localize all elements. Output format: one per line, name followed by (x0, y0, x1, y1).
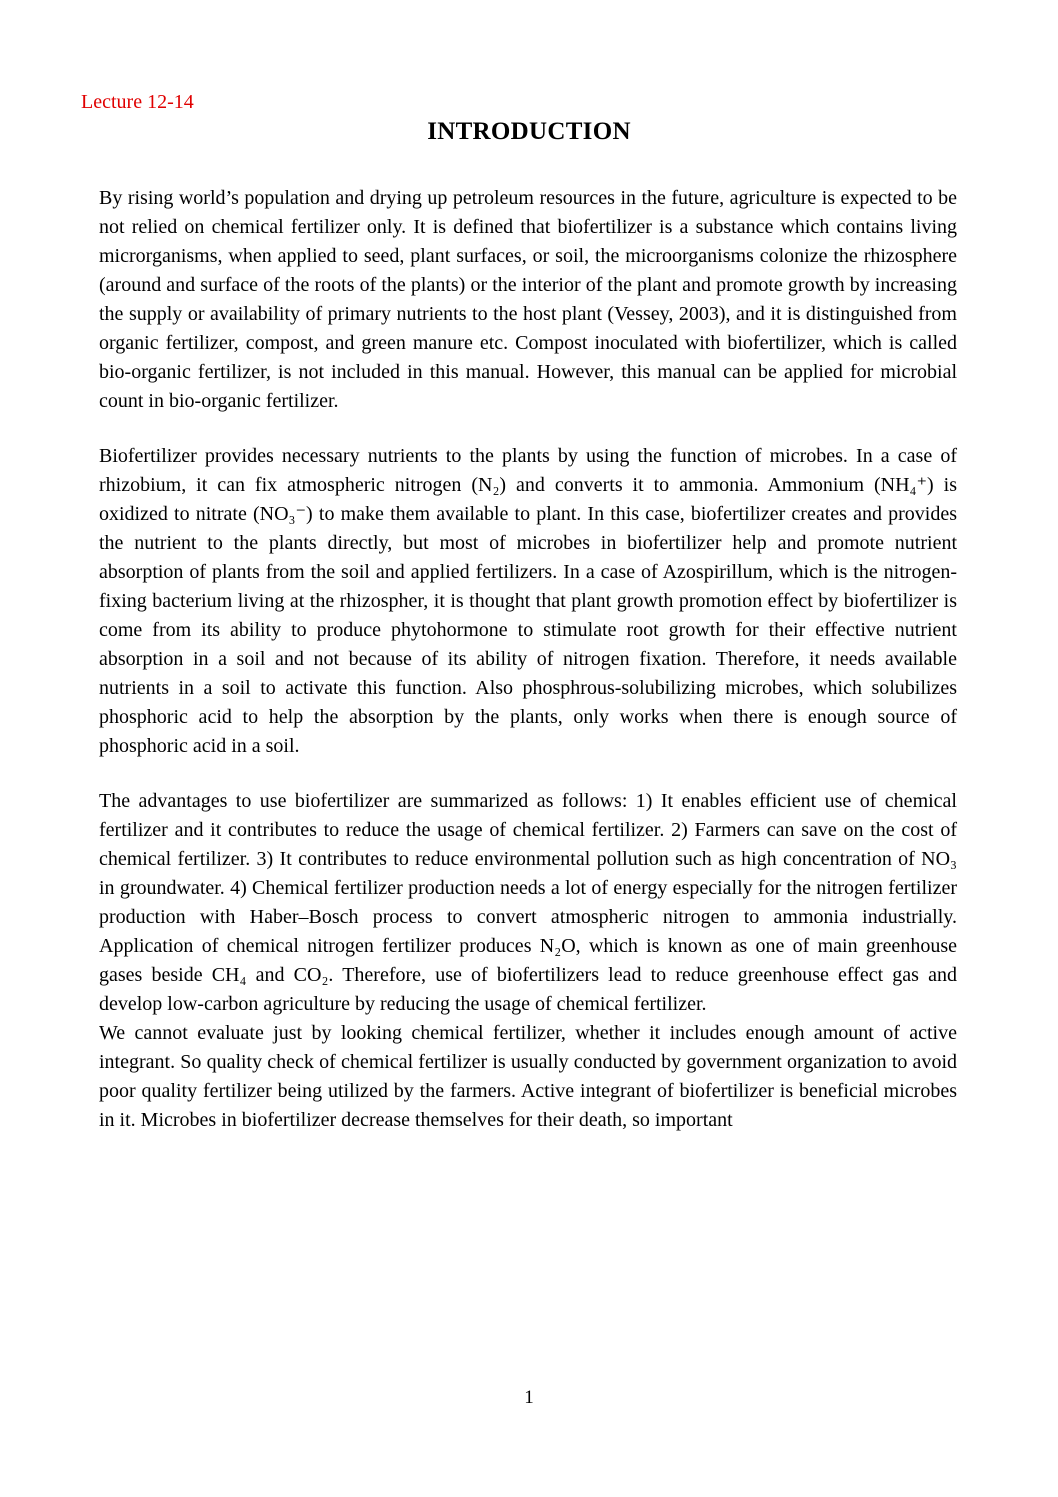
page-number: 1 (524, 1387, 534, 1408)
paragraph-advantages: The advantages to use biofertilizer are summarized as follows: 1) It enables efficient use of chemical fertilizer and it contributes to reduce the usage of chemical fertilizer. 2) Farmers can save on the cost of chemical fertilizer. 3) It contributes to reduce environmental pollution such as high concentration of NO₃ in groundwater. 4) Chemical fertilizer production needs a lot of energy especially for the nitrogen fertilizer production with Haber–Bosch process to convert atmospheric nitrogen to ammonia industrially. Application of chemical nitrogen fertilizer produces N₂O, which is known as one of main greenhouse gases beside CH₄ and CO₂. Therefore, use of biofertilizers lead to reduce greenhouse effect gas and develop low-carbon agriculture by reducing the usage of chemical fertilizer. (99, 790, 957, 1015)
paragraph-quality-check: We cannot evaluate just by looking chemical fertilizer, whether it includes enough amount of active integrant. So quality check of chemical fertilizer is usually conducted by government organization to avoid poor quality fertilizer being utilized by the farmers. Active integrant of biofertilizer is beneficial microbes in it. Microbes in biofertilizer decrease themselves for their death, so important (99, 1022, 957, 1131)
paragraph-intro: By rising world’s population and drying up petroleum resources in the future, agriculture is expected to be not relied on chemical fertilizer only. It is defined that biofertilizer is a substance which contains living microrganisms, when applied to seed, plant surfaces, or soil, the microorganisms colonize the rhizosphere (around and surface of the roots of the plants) or the interior of the plant and promote growth by increasing the supply or availability of primary nutrients to the host plant (Vessey, 2003), and it is distinguished from organic fertilizer, compost, and green manure etc. Compost inoculated with biofertilizer, which is called bio-organic fertilizer, is not included in this manual. However, this manual can be applied for microbial count in bio-organic fertilizer. (99, 187, 957, 412)
document-body (99, 184, 957, 1135)
paragraph-biofertilizer-function: Biofertilizer provides necessary nutrients to the plants by using the function of microbes. In a case of rhizobium, it can fix atmospheric nitrogen (N₂) and converts it to ammonia. Ammonium (NH₄⁺) is oxidized to nitrate (NO₃⁻) to make them available to plant. In this case, biofertilizer creates and provides the nutrient to the plants directly, but most of microbes in biofertilizer help and promote nutrient absorption of plants from the soil and applied fertilizers. In a case of Azospirillum, which is the nitrogen-fixing bacterium living at the rhizospher, it is thought that plant growth promotion effect by biofertilizer is come from its ability to produce phytohormone to stimulate root growth for their effective nutrient absorption in a soil and not because of its ability of nitrogen fixation. Therefore, it needs available nutrients in a soil to activate this function. Also phosphrous-solubilizing microbes, which solubilizes phosphoric acid to help the absorption by the plants, only works when there is enough source of phosphoric acid in a soil. (99, 445, 957, 757)
page-title: INTRODUCTION (427, 118, 631, 145)
lecture-label: Lecture 12-14 (81, 91, 194, 113)
